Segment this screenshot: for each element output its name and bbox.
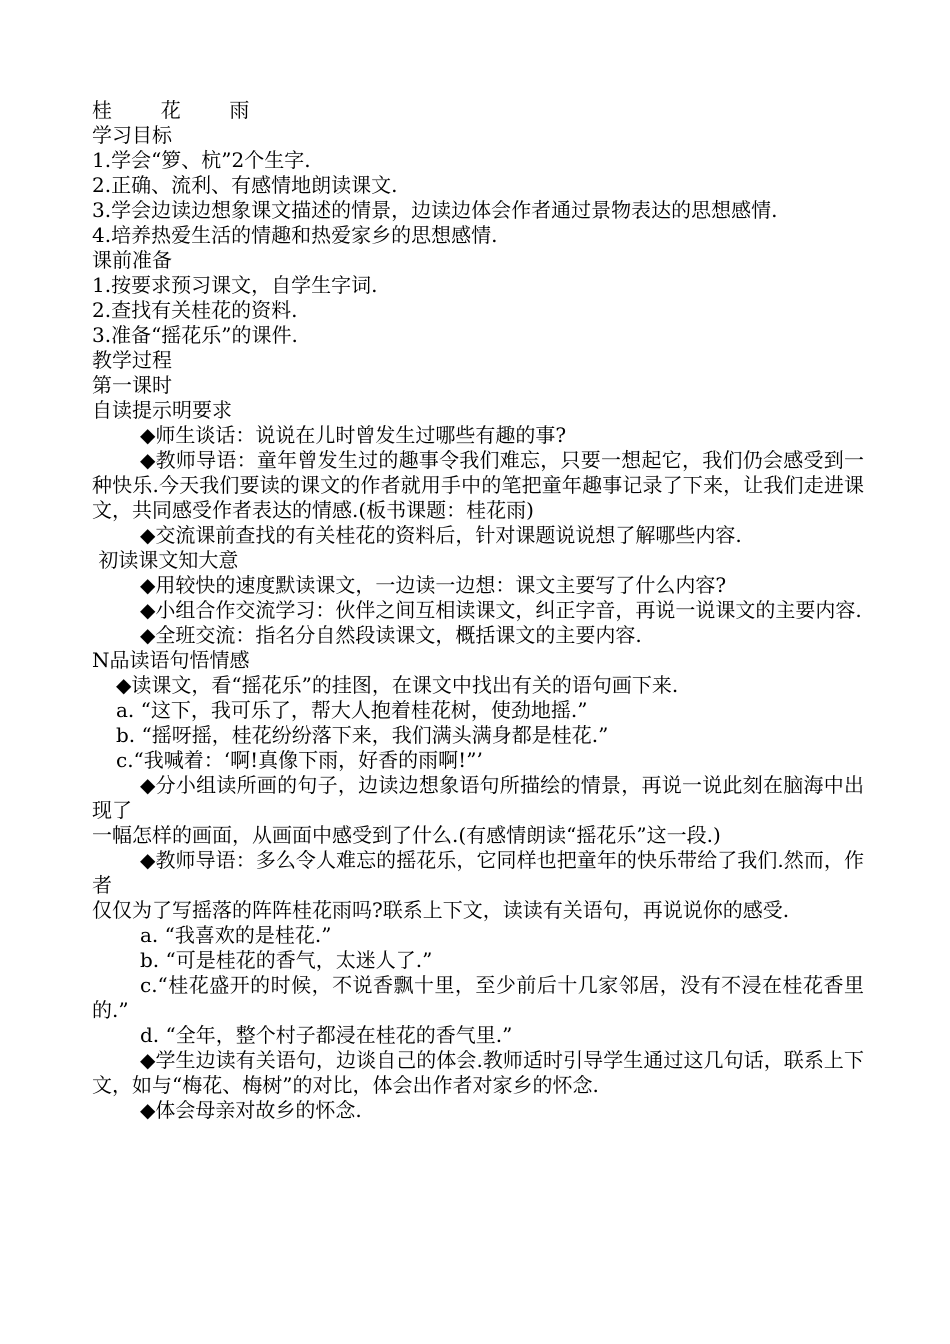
objective-item: 1.学会“箩、杭”2个生字. — [92, 148, 311, 172]
part2-paragraph: ◆小组合作交流学习：伙伴之间互相读课文，纠正字音，再说一说课文的主要内容. — [140, 598, 862, 622]
lesson-heading: 第一课时 — [92, 373, 172, 397]
part3-quote2: c.“桂花盛开的时候，不说香飘十里，至少前后十几家邻居，没有不浸在桂花香里的.” — [92, 973, 864, 1022]
part2-paragraph: ◆用较快的速度默读课文，一边读一边想：课文主要写了什么内容? — [140, 573, 727, 597]
objectives-heading: 学习目标 — [92, 123, 172, 147]
part1-paragraph: ◆交流课前查找的有关桂花的资料后，针对课题说说想了解哪些内容. — [140, 523, 742, 547]
part1-heading: 自读提示明要求 — [92, 398, 232, 422]
part1-paragraph: ◆教师导语：童年曾发生过的趣事令我们难忘，只要一想起它，我们仍会感受到一种快乐.今天我们要读的课文的作者就用手中的笔把童年趣事记录了下来，让我们走进课文，共同感受作者表达的情感.(板书课题：桂花雨) — [92, 448, 864, 522]
part3-end-paragraph: ◆学生边读有关语句，边谈自己的体会.教师适时引导学生通过这几句话，联系上下文，如与“梅花、梅树”的对比，体会出作者对家乡的怀念. — [92, 1048, 864, 1097]
part3-end-paragraph: ◆体会母亲对故乡的怀念. — [140, 1098, 362, 1122]
document-title: 桂 花 雨 — [92, 98, 262, 122]
part3-group-paragraph: ◆分小组读所画的句子，边读边想象语句所描绘的情景，再说一说此刻在脑海中出现了 — [92, 773, 864, 822]
part3-quote: c.“我喊着：‘啊!真像下雨，好香的雨啊!”’ — [116, 748, 483, 772]
part2-paragraph: ◆全班交流：指名分自然段读课文，概括课文的主要内容. — [140, 623, 642, 647]
prep-heading: 课前准备 — [92, 248, 172, 272]
part3-quote: b. “摇呀摇，桂花纷纷落下来，我们满头满身都是桂花.” — [116, 723, 609, 747]
part3-group-paragraph-cont: 一幅怎样的画面，从画面中感受到了什么.(有感情朗读“摇花乐”这一段.) — [92, 823, 721, 847]
part3-quote: a. “这下，我可乐了，帮大人抱着桂花树，使劲地摇.” — [116, 698, 588, 722]
part3-heading: N品读语句悟情感 — [92, 648, 250, 672]
part3-quote2: b. “可是桂花的香气，太迷人了.” — [140, 948, 433, 972]
objective-item: 3.学会边读边想象课文描述的情景，边读边体会作者通过景物表达的思想感情. — [92, 198, 778, 222]
part3-quote2: d. “全年，整个村子都浸在桂花的香气里.” — [140, 1023, 513, 1047]
part3-quote2: a. “我喜欢的是桂花.” — [140, 923, 332, 947]
objective-item: 4.培养热爱生活的情趣和热爱家乡的思想感情. — [92, 223, 498, 247]
prep-item: 2.查找有关桂花的资料. — [92, 298, 298, 322]
part3-teacher-paragraph: ◆教师导语：多么令人难忘的摇花乐，它同样也把童年的快乐带给了我们.然而，作者 — [92, 848, 864, 897]
part3-teacher-paragraph-cont: 仅仅为了写摇落的阵阵桂花雨吗?联系上下文，读读有关语句，再说说你的感受. — [92, 898, 790, 922]
part3-intro: ◆读课文，看“摇花乐”的挂图，在课文中找出有关的语句画下来. — [116, 673, 679, 697]
part2-heading: 初读课文知大意 — [92, 548, 239, 572]
process-heading: 教学过程 — [92, 348, 172, 372]
document-page — [92, 98, 864, 1123]
objective-item: 2.正确、流利、有感情地朗读课文. — [92, 173, 398, 197]
prep-item: 3.准备“摇花乐”的课件. — [92, 323, 298, 347]
part1-paragraph: ◆师生谈话：说说在儿时曾发生过哪些有趣的事? — [140, 423, 567, 447]
prep-item: 1.按要求预习课文，自学生字词. — [92, 273, 378, 297]
